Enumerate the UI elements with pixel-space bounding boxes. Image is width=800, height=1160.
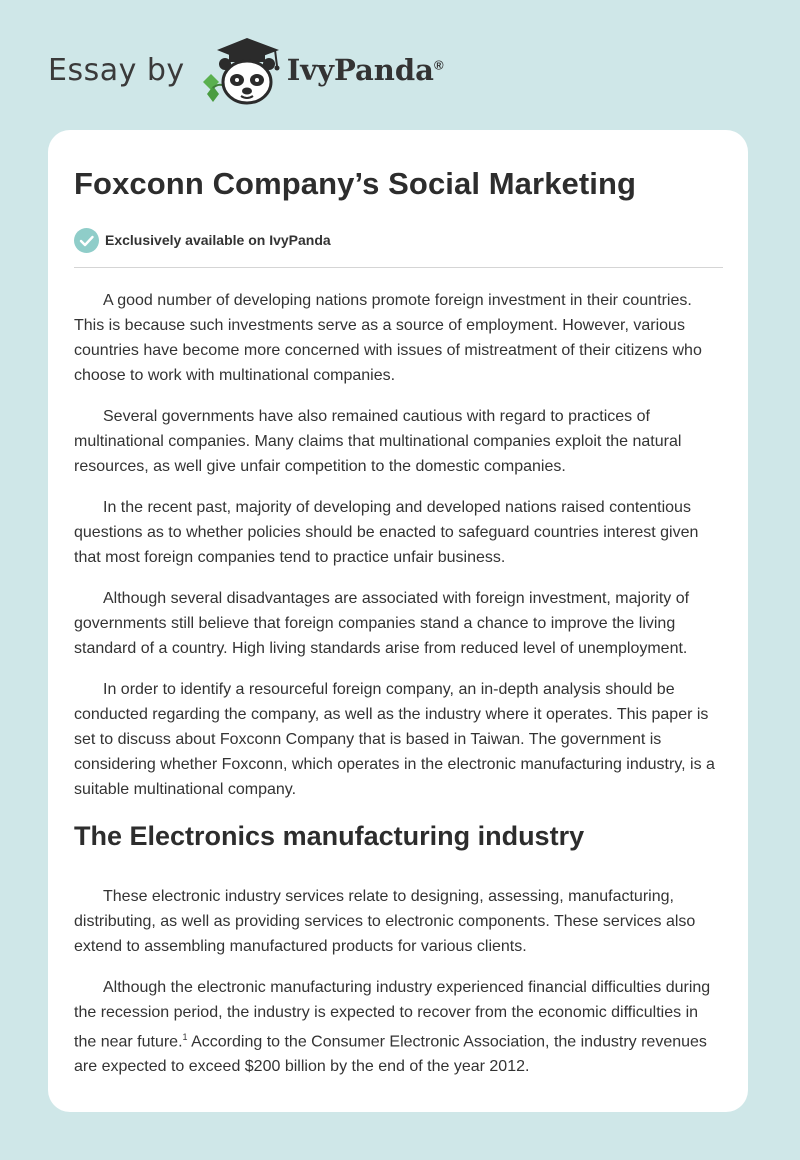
- section-heading: The Electronics manufacturing industry: [74, 821, 585, 851]
- paragraph: Although several disadvantages are associated with foreign investment, majority of governments still believe that foreign companies stand a chance to improve the living standard of a country. High living standards arise from reduced level of unemployment.: [74, 590, 690, 657]
- essay-body: [74, 288, 724, 1079]
- exclusive-badge: [74, 227, 722, 253]
- paragraph: These electronic industry services relate to designing, assessing, manufacturing, distributing, as well as providing services to electronic components. These services also extend to assembling manufactured products for various clients.: [74, 888, 696, 955]
- brand-name: IvyPanda®: [286, 53, 444, 87]
- brand-header[interactable]: [48, 30, 444, 110]
- paragraph-with-footnote: [74, 975, 724, 1079]
- paragraph: In order to identify a resourceful foreign company, an in-depth analysis should be conducted regarding the company, as well as the industry where it operates. This paper is set to discuss about Foxconn Company that is based in Taiwan. The government is considering whether Foxconn, which operates in the electronic manufacturing industry, is a suitable multinational company.: [74, 681, 715, 798]
- check-circle-icon: [74, 228, 99, 253]
- paragraph: Several governments have also remained cautious with regard to practices of multinational companies. Many claims that multinational companies exploit the natural resources, as well give unfair competition to the domestic companies.: [74, 408, 682, 475]
- paragraph: A good number of developing nations promote foreign investment in their countries. This is because such investments serve as a source of employment. However, various countries have become more concerned with issues of mistreatment of their citizens who choose to work with multinational companies.: [74, 292, 702, 384]
- footnote-ref[interactable]: 1: [182, 1032, 188, 1042]
- essay-by-label: Essay by: [48, 52, 185, 88]
- paragraph-text-before: Although the electronic manufacturing industry experienced financial difficulties during the recession period, the industry is expected to recover from the economic difficulties in the near future.: [74, 979, 711, 1051]
- ivypanda-logo-icon: [199, 30, 285, 110]
- paragraph: In the recent past, majority of developing and developed nations raised contentious questions as to whether policies should be enacted to safeguard countries interest given that most foreign companies tend to practice unfair business.: [74, 499, 699, 566]
- essay-card: [48, 130, 748, 1112]
- exclusive-badge-text: Exclusively available on IvyPanda: [105, 232, 331, 248]
- registered-mark: ®: [433, 57, 444, 73]
- title-divider: [74, 267, 723, 268]
- paragraph-text-after: According to the Consumer Electronic Association, the industry revenues are expected to exceed $200 billion by the end of the year 2012.: [74, 1033, 707, 1076]
- essay-title: Foxconn Company’s Social Marketing: [74, 166, 637, 201]
